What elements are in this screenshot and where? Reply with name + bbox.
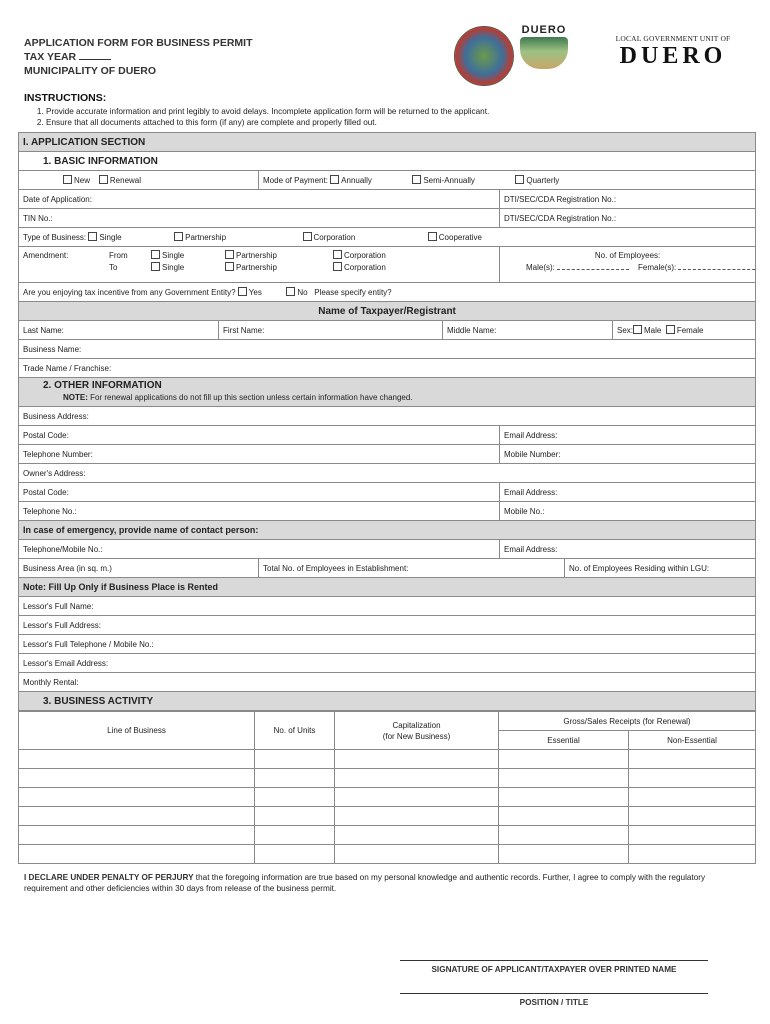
total-employees-field[interactable]: Total No. of Employees in Establishment: [259, 559, 565, 578]
title-line-2: TAX YEAR [24, 50, 252, 64]
to-single-label: Single [162, 263, 185, 272]
renewal-label: Renewal [109, 176, 142, 185]
yes-checkbox[interactable] [238, 287, 247, 296]
owner-email-field[interactable]: Email Address: [500, 483, 756, 502]
activity-cell[interactable] [19, 807, 255, 826]
to-corporation-label: Corporation [344, 263, 386, 272]
to-label: To [109, 263, 118, 272]
business-type-cell [19, 228, 756, 247]
activity-row [19, 750, 756, 769]
activity-cell[interactable] [629, 826, 756, 845]
yes-label: Yes [248, 288, 262, 297]
females-label: Female(s): [638, 263, 677, 272]
tax-incentive-question: Are you enjoying tax incentive from any Government Entity? [23, 288, 236, 297]
activity-cell[interactable] [255, 769, 335, 788]
activity-row [19, 845, 756, 864]
activity-cell[interactable] [335, 807, 499, 826]
annually-checkbox[interactable] [330, 175, 339, 184]
business-name-field[interactable]: Business Name: [19, 340, 756, 359]
section-application: I. APPLICATION SECTION [19, 133, 756, 152]
municipal-seal-logo [454, 26, 514, 86]
mobile-field[interactable]: Mobile Number: [500, 445, 756, 464]
activity-cell[interactable] [335, 845, 499, 864]
title-line-1: APPLICATION FORM FOR BUSINESS PERMIT [24, 37, 253, 49]
employees-label: No. of Employees: [594, 251, 661, 260]
business-type-label: Type of Business: [23, 233, 87, 242]
from-partnership-checkbox[interactable] [225, 250, 234, 259]
note-text: For renewal applications do not fill up this section unless certain information have changed. [90, 393, 413, 402]
lgu-name: DUERO [619, 43, 727, 69]
taxpayer-heading: Name of Taxpayer/Registrant [19, 302, 756, 321]
cooperative-label: Cooperative [438, 233, 482, 242]
amendment-cell [19, 247, 500, 283]
activity-cell[interactable] [629, 769, 756, 788]
middle-name-field[interactable]: Middle Name: [443, 321, 613, 340]
female-label: Female [676, 326, 704, 335]
note-label: NOTE: [63, 393, 88, 402]
from-single-label: Single [162, 251, 185, 260]
male-checkbox[interactable] [633, 325, 642, 334]
position-title-line[interactable]: POSITION / TITLE [400, 993, 708, 1007]
activity-cell[interactable] [255, 750, 335, 769]
section-other-info [19, 378, 756, 407]
amendment-label: Amendment: [23, 251, 69, 260]
specify-entity-label: Please specify entity? [314, 288, 392, 297]
lessor-phone-field[interactable]: Lessor's Full Telephone / Mobile No.: [19, 635, 756, 654]
sex-label: Sex: [617, 326, 634, 335]
new-label: New [74, 176, 91, 185]
owner-telephone-field[interactable]: Telephone No.: [19, 502, 500, 521]
declaration [18, 864, 755, 894]
from-single-checkbox[interactable] [151, 250, 160, 259]
activity-cell[interactable] [19, 750, 255, 769]
employees-cell [500, 247, 756, 283]
semi-annually-checkbox[interactable] [412, 175, 421, 184]
sex-cell [613, 321, 756, 340]
quarterly-checkbox[interactable] [515, 175, 524, 184]
tax-incentive-cell [19, 283, 756, 302]
business-address-field[interactable]: Business Address: [19, 407, 756, 426]
activity-cell[interactable] [629, 750, 756, 769]
owner-mobile-field[interactable]: Mobile No.: [500, 502, 756, 521]
activity-cell[interactable] [335, 750, 499, 769]
activity-cell[interactable] [499, 769, 629, 788]
to-partnership-label: Partnership [236, 263, 277, 272]
activity-cell[interactable] [499, 750, 629, 769]
payment-mode-cell [259, 171, 756, 190]
business-area-field[interactable]: Business Area (in sq. m.) [19, 559, 259, 578]
activity-cell[interactable] [499, 788, 629, 807]
males-label: Male(s): [526, 263, 555, 272]
capitalization-label: Capitalization [392, 720, 441, 730]
activity-cell[interactable] [499, 826, 629, 845]
business-activity-table [18, 711, 756, 864]
owner-address-field[interactable]: Owner's Address: [19, 464, 756, 483]
first-name-field[interactable]: First Name: [219, 321, 443, 340]
gross-sales-header: Gross/Sales Receipts (for Renewal) [499, 712, 756, 731]
emergency-email-field[interactable]: Email Address: [500, 540, 756, 559]
from-corporation-label: Corporation [344, 251, 386, 260]
mode-label: Mode of Payment: [263, 176, 328, 185]
males-blank[interactable] [557, 262, 629, 270]
line-of-business-header: Line of Business [19, 712, 255, 750]
corporation-checkbox[interactable] [303, 232, 312, 241]
partnership-checkbox[interactable] [174, 232, 183, 241]
units-header: No. of Units [255, 712, 335, 750]
from-partnership-label: Partnership [236, 251, 277, 260]
activity-cell[interactable] [499, 807, 629, 826]
employees-counts [504, 262, 751, 274]
instructions [18, 86, 755, 132]
monthly-rental-field[interactable]: Monthly Rental: [19, 673, 756, 692]
last-name-field[interactable]: Last Name: [19, 321, 219, 340]
activity-cell[interactable] [629, 788, 756, 807]
single-label: Single [99, 233, 122, 242]
activity-cell[interactable] [335, 826, 499, 845]
females-blank[interactable] [678, 262, 755, 270]
renewal-checkbox[interactable] [99, 175, 108, 184]
form-header [18, 24, 755, 86]
activity-cell[interactable] [19, 769, 255, 788]
application-type-cell [19, 171, 259, 190]
capitalization-sub-label: (for New Business) [382, 731, 451, 741]
no-label: No [297, 288, 308, 297]
emergency-heading: In case of emergency, provide name of contact person: [19, 521, 756, 540]
activity-cell[interactable] [335, 769, 499, 788]
application-table [18, 132, 756, 711]
lessor-email-field[interactable]: Lessor's Email Address: [19, 654, 756, 673]
from-label: From [109, 251, 128, 260]
non-essential-header: Non-Essential [629, 731, 756, 750]
activity-cell[interactable] [255, 788, 335, 807]
form-title [24, 36, 252, 78]
activity-cell[interactable] [255, 807, 335, 826]
dti-registration-field[interactable]: DTI/SEC/CDA Registration No.: [500, 190, 756, 209]
signature-line[interactable]: SIGNATURE OF APPLICANT/TAXPAYER OVER PRINTED NAME [400, 960, 708, 974]
activity-row [19, 788, 756, 807]
employees-lgu-field[interactable]: No. of Employees Residing within LGU: [565, 559, 756, 578]
instruction-item: 1. Provide accurate information and print legibly to avoid delays. Incomplete application form will be returned to the applicant. [46, 106, 749, 117]
activity-row [19, 769, 756, 788]
activity-cell[interactable] [19, 788, 255, 807]
email-field[interactable]: Email Address: [500, 426, 756, 445]
to-partnership-checkbox[interactable] [225, 262, 234, 271]
no-checkbox[interactable] [286, 287, 295, 296]
trade-name-field[interactable]: Trade Name / Franchise: [19, 359, 756, 378]
activity-cell[interactable] [335, 788, 499, 807]
telephone-field[interactable]: Telephone Number: [19, 445, 500, 464]
activity-cell[interactable] [629, 845, 756, 864]
tax-year-blank[interactable] [79, 50, 111, 60]
section-basic-info: 1. BASIC INFORMATION [19, 152, 756, 171]
postal-code-field[interactable]: Postal Code: [19, 426, 500, 445]
other-info-note [43, 392, 751, 404]
duero-logo-art [520, 37, 568, 69]
activity-cell[interactable] [255, 826, 335, 845]
female-checkbox[interactable] [666, 325, 675, 334]
emergency-phone-field[interactable]: Telephone/Mobile No.: [19, 540, 500, 559]
instructions-heading: INSTRUCTIONS: [24, 92, 107, 104]
activity-cell[interactable] [499, 845, 629, 864]
corporation-label: Corporation [313, 233, 356, 242]
declaration-bold: I DECLARE UNDER PENALTY OF PERJURY [24, 873, 194, 882]
activity-row [19, 826, 756, 845]
new-checkbox[interactable] [63, 175, 72, 184]
from-corporation-checkbox[interactable] [333, 250, 342, 259]
quarterly-label: Quarterly [526, 176, 560, 185]
date-of-application-field[interactable]: Date of Application: [19, 190, 500, 209]
activity-cell[interactable] [255, 845, 335, 864]
lessor-address-field[interactable]: Lessor's Full Address: [19, 616, 756, 635]
activity-cell[interactable] [19, 826, 255, 845]
lessor-name-field[interactable]: Lessor's Full Name: [19, 597, 756, 616]
activity-row [19, 807, 756, 826]
instructions-list [46, 106, 749, 128]
tin-field[interactable]: TIN No.: [19, 209, 500, 228]
single-checkbox[interactable] [88, 232, 97, 241]
male-label: Male [644, 326, 662, 335]
cooperative-checkbox[interactable] [428, 232, 437, 241]
annually-label: Annually [341, 176, 372, 185]
title-line-3: MUNICIPALITY OF DUERO [24, 65, 157, 77]
lgu-banner [588, 34, 758, 69]
to-corporation-checkbox[interactable] [333, 262, 342, 271]
capitalization-header [335, 712, 499, 750]
section-business-activity: 3. BUSINESS ACTIVITY [19, 692, 756, 711]
activity-cell[interactable] [629, 807, 756, 826]
other-info-title: 2. OTHER INFORMATION [43, 380, 162, 391]
form-page [18, 24, 755, 894]
duero-logo-title: DUERO [521, 24, 567, 36]
declaration-text: that the foregoing information are true based on my personal knowledge and authentic records. Further, I agree to comply with the regulatory requirement and other deficiencies within 30 days from release of the business permit. [24, 873, 706, 893]
duero-logo [516, 24, 572, 76]
rented-note: Note: Fill Up Only if Business Place is Rented [19, 578, 756, 597]
instruction-item: 2. Ensure that all documents attached to this form (if any) are complete and properly filled out. [46, 117, 749, 128]
partnership-label: Partnership [185, 233, 227, 242]
lgu-caption: LOCAL GOVERNMENT UNIT OF [615, 34, 731, 43]
essential-header: Essential [499, 731, 629, 750]
semi-annually-label: Semi-Annually [423, 176, 475, 185]
dti-registration-field-2[interactable]: DTI/SEC/CDA Registration No.: [500, 209, 756, 228]
activity-cell[interactable] [19, 845, 255, 864]
to-single-checkbox[interactable] [151, 262, 160, 271]
owner-postal-code-field[interactable]: Postal Code: [19, 483, 500, 502]
